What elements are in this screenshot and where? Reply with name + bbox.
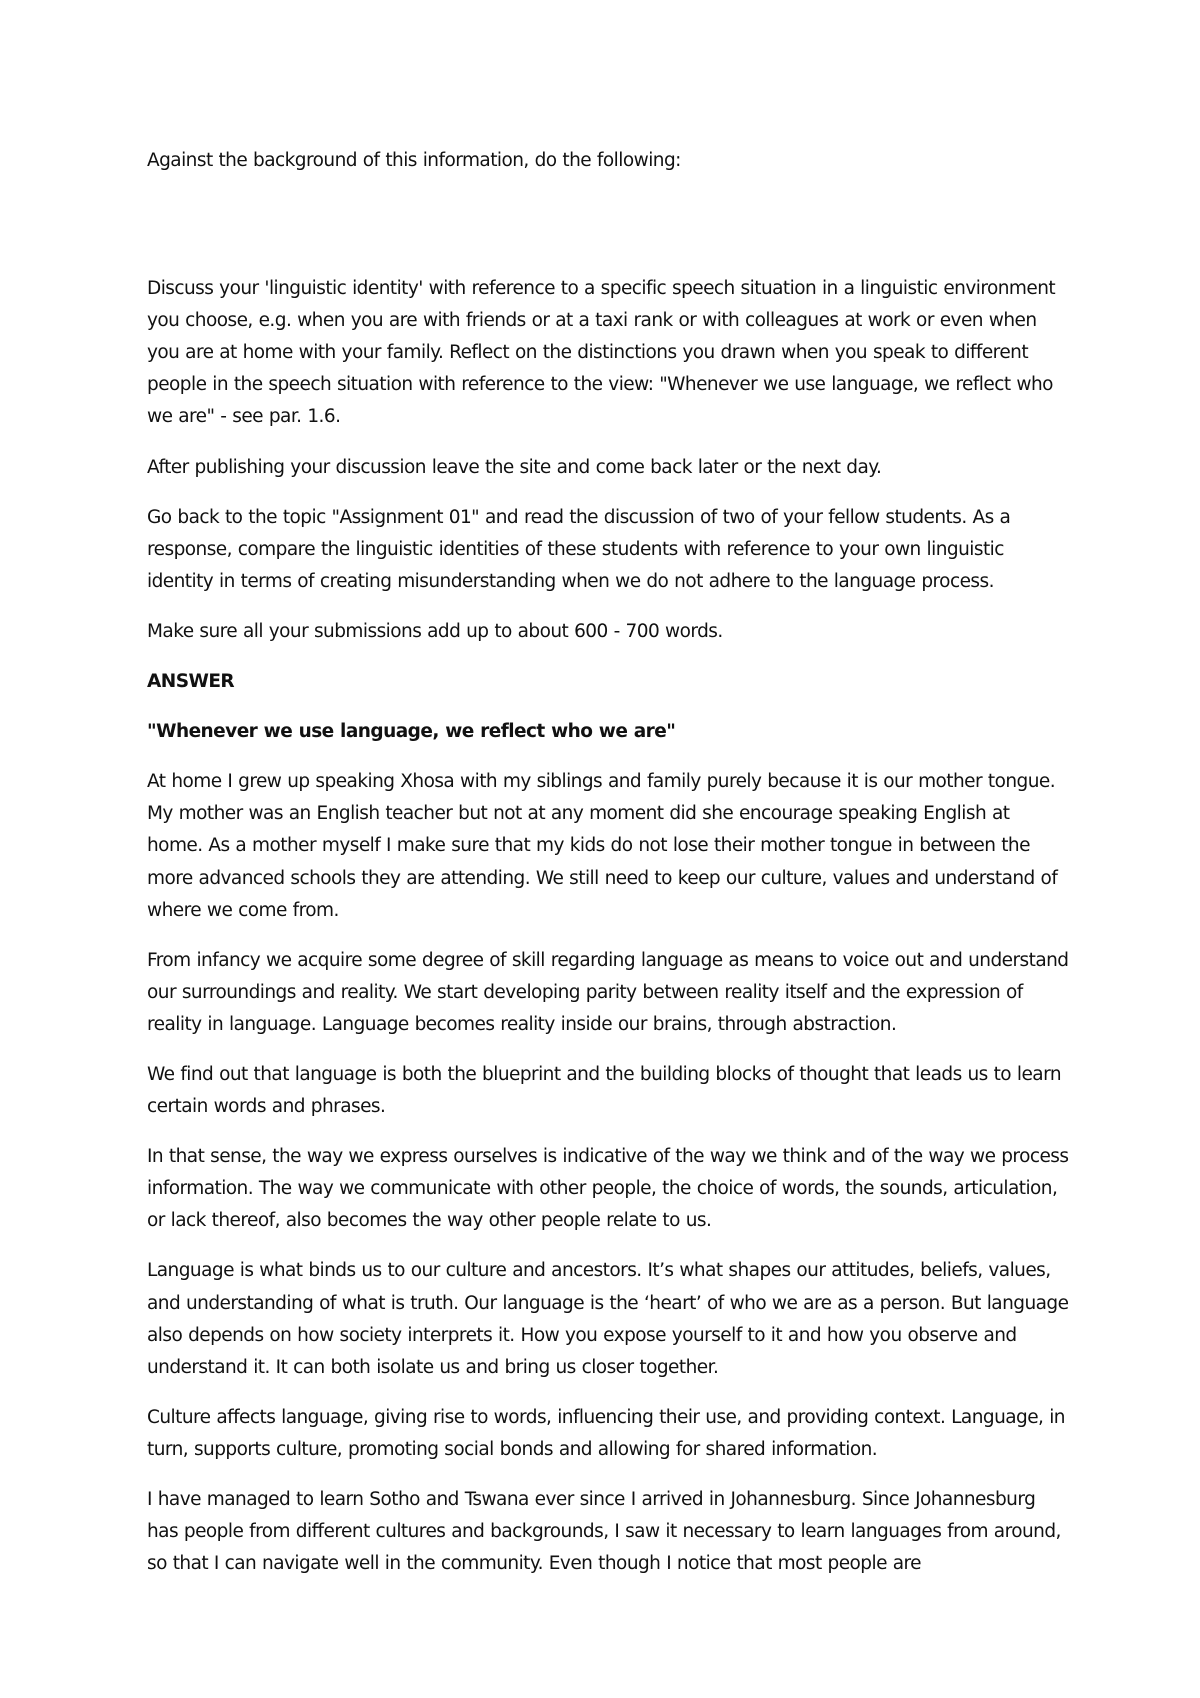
intro-paragraph: Against the background of this information, do the following: [147,150,681,171]
task-paragraph-go-back: Go back to the topic "Assignment 01" and read the discussion of two of your fellow students. As a response, compare the linguistic identities of these students with reference to your own linguistic identity in terms of creating misunderstanding when we do not adhere to the language process. [147,506,1011,592]
task-paragraph-word-count: Make sure all your submissions add up to about 600 - 700 words. [147,620,723,642]
answer-paragraph: At home I grew up speaking Xhosa with my siblings and family purely because it is our mother tongue. My mother was an English teacher but not at any moment did she encourage speaking English at home. As a mother myself I make sure that my kids do not lose their mother tongue in between the more advanced schools they are attending. We still need to keep our culture, values and understand of where we come from. [147,771,1058,921]
answer-paragraph: I have managed to learn Sotho and Tswana ever since I arrived in Johannesburg. Since Johannesburg has people from different cultures and backgrounds, I saw it necessary to learn languages from around, so that I can navigate well in the community. Even though I notice that most people are [147,1489,1061,1575]
answer-paragraph: Language is what binds us to our culture and ancestors. It’s what shapes our attitudes, beliefs, values, and understanding of what is truth. Our language is the ‘heart’ of who we are as a person. But language also depends on how society interprets it. How you expose yourself to it and how you observe and understand it. It can both isolate us and bring us closer together. [147,1260,1069,1378]
answer-paragraph: Culture affects language, giving rise to words, influencing their use, and providing context. Language, in turn, supports culture, promoting social bonds and allowing for shared information. [147,1406,1065,1460]
document-body [147,145,1069,1598]
answer-title: "Whenever we use language, we reflect who we are" [147,721,676,743]
task-paragraph-after-publishing: After publishing your discussion leave the site and come back later or the next day. [147,456,882,478]
task-paragraph-discuss: Discuss your 'linguistic identity' with reference to a specific speech situation in a linguistic environment you choose, e.g. when you are with friends or at a taxi rank or with colleagues at work or even when you are at home with your family. Reflect on the distinctions you drawn when you speak to different people in the speech situation with reference to the view: "Whenever we use language, we reflect who we are" - see par. 1.6. [147,278,1056,428]
answer-heading: ANSWER [147,671,235,693]
answer-paragraph: We find out that language is both the blueprint and the building blocks of thought that leads us to learn certain words and phrases. [147,1063,1062,1118]
answer-paragraph: From infancy we acquire some degree of skill regarding language as means to voice out and understand our surroundings and reality. We start developing parity between reality itself and the expression of reality in language. Language becomes reality inside our brains, through abstraction. [147,949,1069,1035]
answer-paragraph: In that sense, the way we express ourselves is indicative of the way we think and of the way we process information. The way we communicate with other people, the choice of words, the sounds, articulation, or lack thereof, also becomes the way other people relate to us. [147,1146,1069,1232]
